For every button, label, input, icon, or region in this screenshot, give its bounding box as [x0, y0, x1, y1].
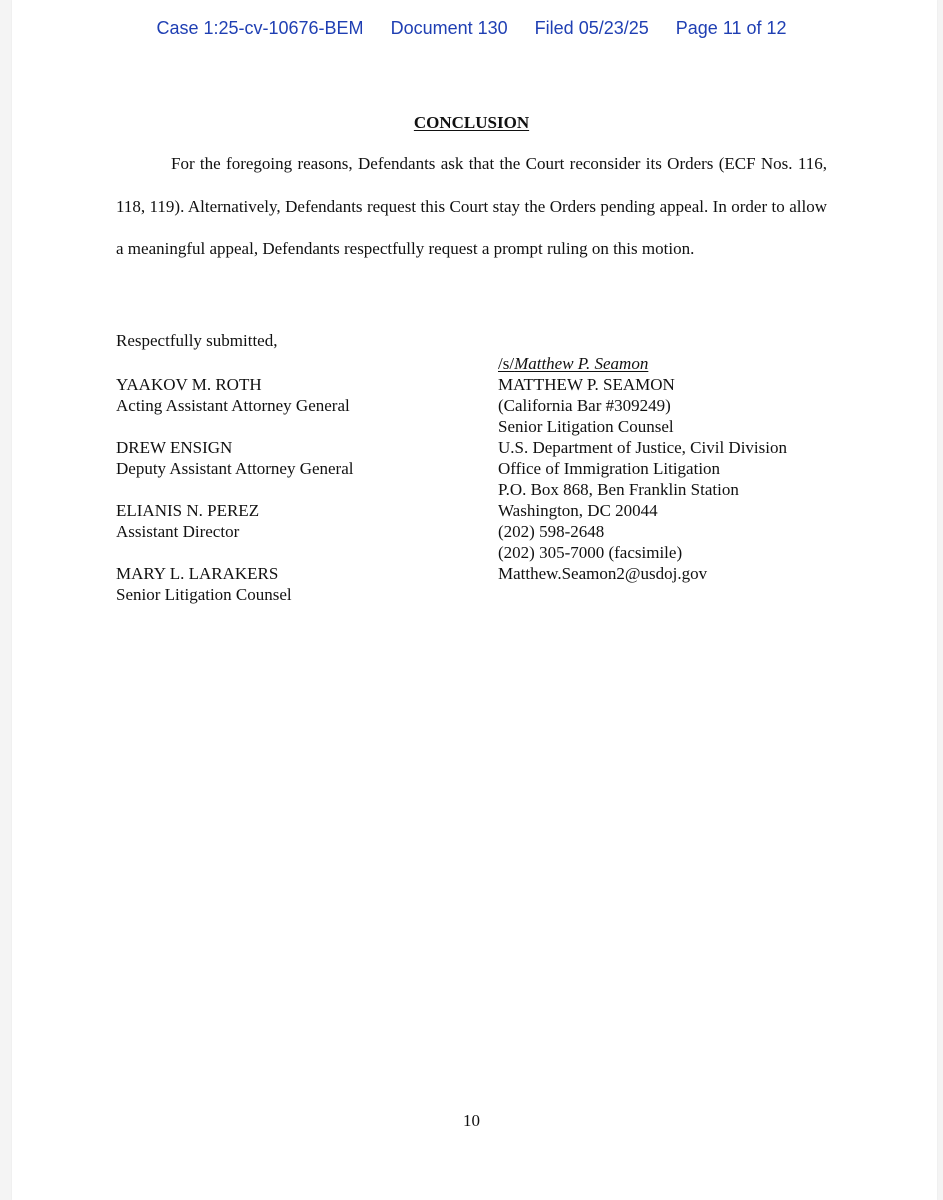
fax: (202) 305-7000 (facsimile) — [498, 543, 683, 562]
department: U.S. Department of Justice, Civil Division — [498, 438, 787, 457]
signatory-name: ELIANIS N. PEREZ — [116, 501, 260, 520]
filed-date: Filed 05/23/25 — [534, 18, 649, 38]
ecf-header — [0, 18, 943, 39]
page-number: 10 — [463, 1111, 480, 1130]
signatory-block — [116, 500, 456, 542]
office: Office of Immigration Litigation — [498, 459, 721, 478]
document-number: Document 130 — [390, 18, 508, 38]
email: Matthew.Seamon2@usdoj.gov — [498, 564, 708, 583]
signatory-name: YAAKOV M. ROTH — [116, 375, 262, 394]
signatory-block — [116, 437, 456, 479]
po-box: P.O. Box 868, Ben Franklin Station — [498, 480, 739, 499]
city-zip: Washington, DC 20044 — [498, 501, 658, 520]
right-signatory-column — [498, 353, 858, 584]
signatory-title: Deputy Assistant Attorney General — [116, 459, 354, 478]
conclusion-paragraph: For the foregoing reasons, Defendants ask that the Court reconsider its Orders (ECF Nos. 116, 118, 119). Alternatively, Defendants request this Court stay the Orders pending appeal. In order to allow a meaningful appeal, Defendants respectfully request a prompt ruling on this motion. — [116, 154, 827, 258]
phone: (202) 598-2648 — [498, 522, 605, 541]
signatory-title: Senior Litigation Counsel — [116, 585, 292, 604]
section-heading: CONCLUSION — [413, 113, 530, 132]
signature-prefix: /s/ — [498, 354, 515, 373]
attorney-title: Senior Litigation Counsel — [498, 417, 674, 436]
bar-number: (California Bar #309249) — [498, 396, 671, 415]
case-number: Case 1:25-cv-10676-BEM — [156, 18, 364, 38]
signatory-title: Acting Assistant Attorney General — [116, 396, 350, 415]
signatory-name: DREW ENSIGN — [116, 438, 233, 457]
signatory-block — [116, 563, 456, 605]
signatory-title: Assistant Director — [116, 522, 240, 541]
attorney-name: MATTHEW P. SEAMON — [498, 375, 675, 394]
signatory-name: MARY L. LARAKERS — [116, 564, 279, 583]
page-count: Page 11 of 12 — [675, 18, 787, 38]
closing-line: Respectfully submitted, — [116, 331, 278, 350]
electronic-signature — [498, 353, 858, 374]
signatory-block — [116, 374, 456, 416]
left-signatory-column — [116, 374, 456, 626]
signature-name: Matthew P. Seamon — [514, 354, 649, 373]
